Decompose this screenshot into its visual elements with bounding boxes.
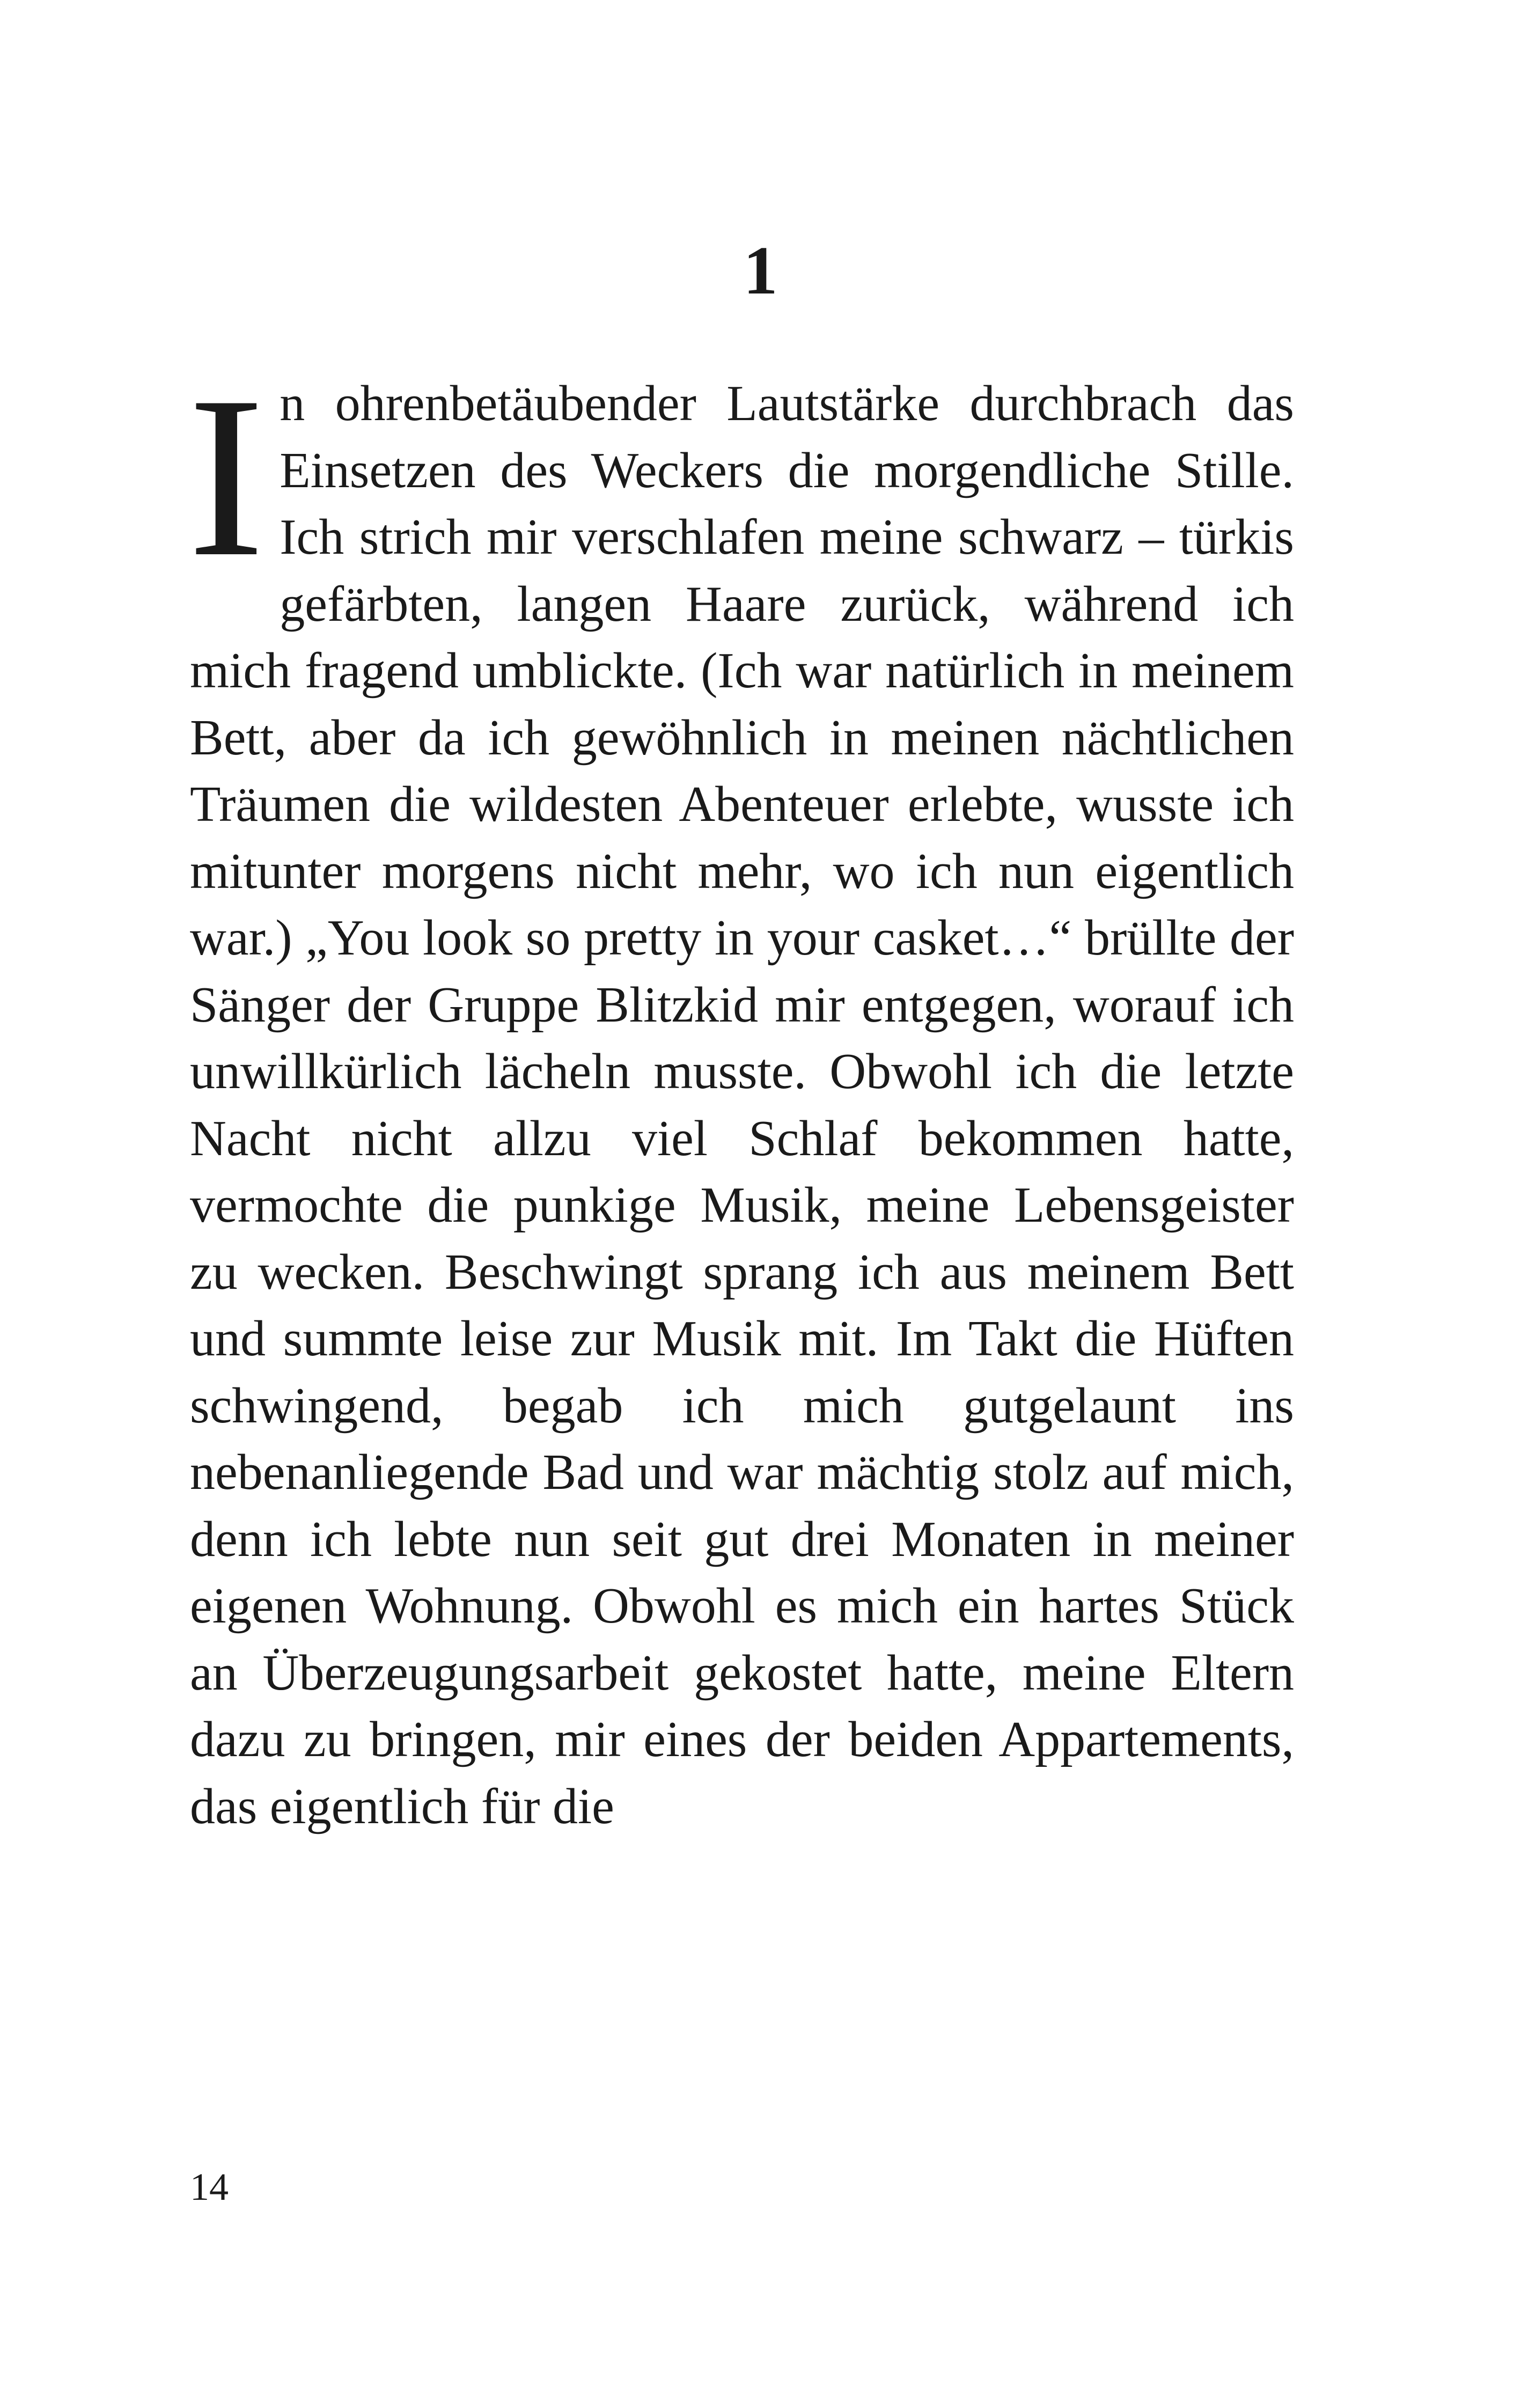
chapter-text-block	[188, 349, 1294, 1840]
paragraph-text: n ohrenbetäubender Lautstärke durchbrach das Einsetzen des Weckers die morgendliche Stille. Ich strich mir verschlafen meine schwarz – türkis gefärbten, langen Haare zurück, während ich mich fragend umblickte. (Ich war natürlich in meinem Bett, aber da ich gewöhnlich in meinen nächtlichen Träumen die wildesten Abenteuer erlebte, wusste ich mitunter morgens nicht mehr, wo ich nun eigentlich war.) „You look so pretty in your casket…“ brüllte der Sänger der Gruppe Blitzkid mir entgegen, worauf ich unwillkürlich lächeln musste. Obwohl ich die letzte Nacht nicht allzu viel Schlaf bekommen hatte, vermochte die punkige Musik, meine Lebensgeister zu wecken. Beschwingt sprang ich aus meinem Bett und summte leise zur Musik mit. Im Takt die Hüften schwingend, begab ich mich gutgelaunt ins nebenanliegende Bad und war mächtig stolz auf mich, denn ich lebte nun seit gut drei Monaten in meiner eigenen Wohnung. Obwohl es mich ein hartes Stück an Überzeugungsarbeit gekostet hatte, meine Eltern dazu zu bringen, mir eines der beiden Appartements, das eigentlich für die	[190, 376, 1294, 1834]
drop-cap: I	[188, 349, 265, 605]
page-number: 14	[190, 2165, 229, 2208]
chapter-number: 1	[743, 232, 778, 309]
body-paragraph	[188, 349, 1294, 1840]
